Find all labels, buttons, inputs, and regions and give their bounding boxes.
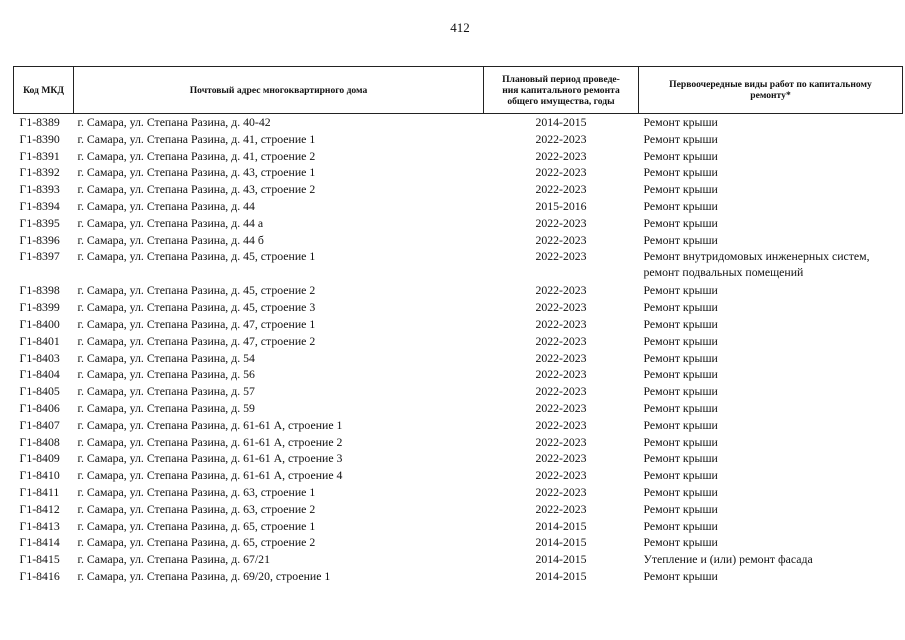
capital-repair-table: [13, 66, 903, 585]
row-work-item: Утепление и (или) ремонт фасада: [643, 552, 813, 567]
row-work-item: ремонт подвальных помещений: [643, 265, 804, 280]
table-row: [14, 299, 903, 316]
row-address: г. Самара, ул. Степана Разина, д. 44 б: [77, 232, 264, 247]
row-works: [639, 434, 903, 451]
row-works: [639, 316, 903, 333]
row-works: [639, 232, 903, 249]
table-row: [14, 215, 903, 232]
row-address: г. Самара, ул. Степана Разина, д. 63, строение 1: [77, 484, 316, 499]
row-period: 2022-2023: [535, 300, 587, 315]
table-row: [14, 248, 903, 282]
row-period: 2022-2023: [535, 501, 587, 516]
row-code: Г1-8404: [19, 367, 60, 382]
row-work-item: Ремонт крыши: [643, 400, 718, 415]
row-period: 2022-2023: [535, 165, 587, 180]
row-code: Г1-8401: [19, 333, 60, 348]
row-works: [639, 131, 903, 148]
row-period: 2014-2015: [535, 518, 587, 533]
table-row: [14, 568, 903, 585]
row-period: 2022-2023: [535, 249, 587, 264]
row-works: [639, 164, 903, 181]
row-address: г. Самара, ул. Степана Разина, д. 57: [77, 384, 255, 399]
table-row: [14, 417, 903, 434]
row-address: г. Самара, ул. Степана Разина, д. 61-61 А, строение 1: [77, 417, 343, 432]
row-works: [639, 450, 903, 467]
row-address: г. Самара, ул. Степана Разина, д. 61-61 А, строение 4: [77, 468, 343, 483]
row-work-item: Ремонт крыши: [643, 215, 718, 230]
table-row: [14, 198, 903, 215]
row-code: Г1-8406: [19, 400, 60, 415]
row-address: г. Самара, ул. Степана Разина, д. 40-42: [77, 115, 271, 129]
header-works-line: ремонту*: [750, 90, 791, 101]
table-row: [14, 148, 903, 165]
row-code: Г1-8397: [19, 249, 60, 264]
row-works: [639, 551, 903, 568]
row-code: Г1-8412: [19, 501, 60, 516]
header-works-line: Первоочередные виды работ по капитальному: [669, 79, 872, 90]
row-works: [639, 518, 903, 535]
row-period: 2014-2015: [535, 552, 587, 567]
table-row: [14, 400, 903, 417]
page-number: 412: [450, 20, 470, 35]
header-address: Почтовый адрес многоквартирного дома: [74, 67, 484, 114]
row-works: [639, 114, 903, 131]
row-work-item: Ремонт внутридомовых инженерных систем,: [643, 249, 870, 264]
row-works: [639, 215, 903, 232]
table-body: [14, 114, 903, 585]
table-row: [14, 518, 903, 535]
table-row: [14, 232, 903, 249]
row-work-item: Ремонт крыши: [643, 535, 718, 550]
row-works: [639, 299, 903, 316]
row-address: г. Самара, ул. Степана Разина, д. 65, строение 1: [77, 518, 316, 533]
row-period: 2015-2016: [535, 198, 587, 213]
row-address: г. Самара, ул. Степана Разина, д. 43, строение 1: [77, 165, 316, 180]
row-address: г. Самара, ул. Степана Разина, д. 69/20, строение 1: [77, 568, 331, 583]
row-works: [639, 534, 903, 551]
row-address: г. Самара, ул. Степана Разина, д. 61-61 А, строение 3: [77, 451, 343, 466]
row-period: 2022-2023: [535, 484, 587, 499]
table-row: [14, 467, 903, 484]
table-row: [14, 434, 903, 451]
row-works: [639, 568, 903, 585]
table-header: [14, 67, 903, 114]
row-work-item: Ремонт крыши: [643, 434, 718, 449]
row-period: 2022-2023: [535, 215, 587, 230]
row-code: Г1-8411: [19, 484, 60, 499]
header-period-line: Плановый период проведе-: [502, 73, 620, 85]
row-address: г. Самара, ул. Степана Разина, д. 61-61 А, строение 2: [77, 434, 343, 449]
row-period: 2022-2023: [535, 451, 587, 466]
row-address: г. Самара, ул. Степана Разина, д. 45, строение 3: [77, 300, 316, 315]
row-work-item: Ремонт крыши: [643, 518, 718, 533]
row-work-item: Ремонт крыши: [643, 417, 718, 432]
row-work-item: Ремонт крыши: [643, 333, 718, 348]
row-works: [639, 400, 903, 417]
row-period: 2022-2023: [535, 434, 587, 449]
row-code: Г1-8415: [19, 552, 60, 567]
row-period: 2022-2023: [535, 468, 587, 483]
header-period-line: общего имущества, годы: [507, 95, 615, 107]
row-period: 2022-2023: [535, 316, 587, 331]
row-code: Г1-8398: [19, 283, 60, 298]
row-work-item: Ремонт крыши: [643, 182, 718, 197]
row-address: г. Самара, ул. Степана Разина, д. 44: [77, 198, 255, 213]
row-address: г. Самара, ул. Степана Разина, д. 54: [77, 350, 255, 365]
row-work-item: Ремонт крыши: [643, 165, 718, 180]
row-code: Г1-8389: [19, 115, 60, 129]
row-period: 2022-2023: [535, 384, 587, 399]
table-row: [14, 333, 903, 350]
table-row: [14, 501, 903, 518]
row-work-item: Ремонт крыши: [643, 232, 718, 247]
row-code: Г1-8399: [19, 300, 60, 315]
table-row: [14, 534, 903, 551]
row-work-item: Ремонт крыши: [643, 316, 718, 331]
row-works: [639, 484, 903, 501]
row-address: г. Самара, ул. Степана Разина, д. 45, строение 1: [77, 249, 316, 264]
row-period: 2022-2023: [535, 283, 587, 298]
table-row: [14, 450, 903, 467]
row-work-item: Ремонт крыши: [643, 115, 718, 129]
table-row: [14, 164, 903, 181]
row-works: [639, 366, 903, 383]
table-row: [14, 114, 903, 131]
row-address: г. Самара, ул. Степана Разина, д. 47, строение 2: [77, 333, 316, 348]
row-code: Г1-8409: [19, 451, 60, 466]
row-code: Г1-8414: [19, 535, 60, 550]
row-period: 2014-2015: [535, 568, 587, 583]
header-works: [639, 67, 903, 114]
row-code: Г1-8407: [19, 417, 60, 432]
row-work-item: Ремонт крыши: [643, 384, 718, 399]
row-works: [639, 417, 903, 434]
row-period: 2022-2023: [535, 148, 587, 163]
row-period: 2022-2023: [535, 400, 587, 415]
row-code: Г1-8416: [19, 568, 60, 583]
row-period: 2022-2023: [535, 333, 587, 348]
row-code: Г1-8405: [19, 384, 60, 399]
table-row: [14, 282, 903, 299]
row-code: Г1-8392: [19, 165, 60, 180]
row-code: Г1-8396: [19, 232, 60, 247]
table-row: [14, 131, 903, 148]
row-work-item: Ремонт крыши: [643, 501, 718, 516]
row-works: [639, 333, 903, 350]
row-period: 2022-2023: [535, 131, 587, 146]
table-row: [14, 181, 903, 198]
table-row: [14, 316, 903, 333]
row-period: 2022-2023: [535, 350, 587, 365]
row-work-item: Ремонт крыши: [643, 451, 718, 466]
row-address: г. Самара, ул. Степана Разина, д. 63, строение 2: [77, 501, 316, 516]
row-works: [639, 148, 903, 165]
row-address: г. Самара, ул. Степана Разина, д. 59: [77, 400, 255, 415]
row-work-item: Ремонт крыши: [643, 198, 718, 213]
row-code: Г1-8400: [19, 316, 60, 331]
row-works: [639, 248, 903, 282]
row-period: 2022-2023: [535, 417, 587, 432]
row-works: [639, 501, 903, 518]
row-address: г. Самара, ул. Степана Разина, д. 45, строение 2: [77, 283, 316, 298]
row-code: Г1-8395: [19, 215, 60, 230]
row-work-item: Ремонт крыши: [643, 367, 718, 382]
row-code: Г1-8408: [19, 434, 60, 449]
row-works: [639, 198, 903, 215]
row-address: г. Самара, ул. Степана Разина, д. 56: [77, 367, 255, 382]
row-period: 2022-2023: [535, 367, 587, 382]
row-address: г. Самара, ул. Степана Разина, д. 67/21: [77, 552, 270, 567]
row-works: [639, 181, 903, 198]
row-works: [639, 350, 903, 367]
table-row: [14, 383, 903, 400]
table-row: [14, 551, 903, 568]
row-work-item: Ремонт крыши: [643, 468, 718, 483]
row-code: Г1-8413: [19, 518, 60, 533]
row-code: Г1-8403: [19, 350, 60, 365]
row-work-item: Ремонт крыши: [643, 283, 718, 298]
row-address: г. Самара, ул. Степана Разина, д. 41, строение 2: [77, 148, 316, 163]
row-address: г. Самара, ул. Степана Разина, д. 43, строение 2: [77, 182, 316, 197]
row-work-item: Ремонт крыши: [643, 484, 718, 499]
row-code: Г1-8390: [19, 131, 60, 146]
row-period: 2014-2015: [535, 535, 587, 550]
row-code: Г1-8394: [19, 198, 60, 213]
row-address: г. Самара, ул. Степана Разина, д. 44 а: [77, 215, 264, 230]
row-work-item: Ремонт крыши: [643, 131, 718, 146]
row-code: Г1-8391: [19, 148, 60, 163]
row-work-item: Ремонт крыши: [643, 300, 718, 315]
header-row: [14, 67, 903, 114]
row-period: 2014-2015: [535, 115, 587, 129]
header-period-line: ния капитального ремонта: [502, 84, 620, 96]
table-row: [14, 484, 903, 501]
row-address: г. Самара, ул. Степана Разина, д. 65, строение 2: [77, 535, 316, 550]
table-row: [14, 350, 903, 367]
table-row: [14, 366, 903, 383]
row-work-item: Ремонт крыши: [643, 350, 718, 365]
row-work-item: Ремонт крыши: [643, 568, 718, 583]
row-code: Г1-8393: [19, 182, 60, 197]
header-code: Код МКД: [14, 67, 74, 114]
row-address: г. Самара, ул. Степана Разина, д. 41, строение 1: [77, 131, 316, 146]
header-period: [484, 67, 639, 114]
row-code: Г1-8410: [19, 468, 60, 483]
row-period: 2022-2023: [535, 232, 587, 247]
row-works: [639, 467, 903, 484]
row-works: [639, 383, 903, 400]
row-address: г. Самара, ул. Степана Разина, д. 47, строение 1: [77, 316, 316, 331]
row-work-item: Ремонт крыши: [643, 148, 718, 163]
row-period: 2022-2023: [535, 182, 587, 197]
row-works: [639, 282, 903, 299]
